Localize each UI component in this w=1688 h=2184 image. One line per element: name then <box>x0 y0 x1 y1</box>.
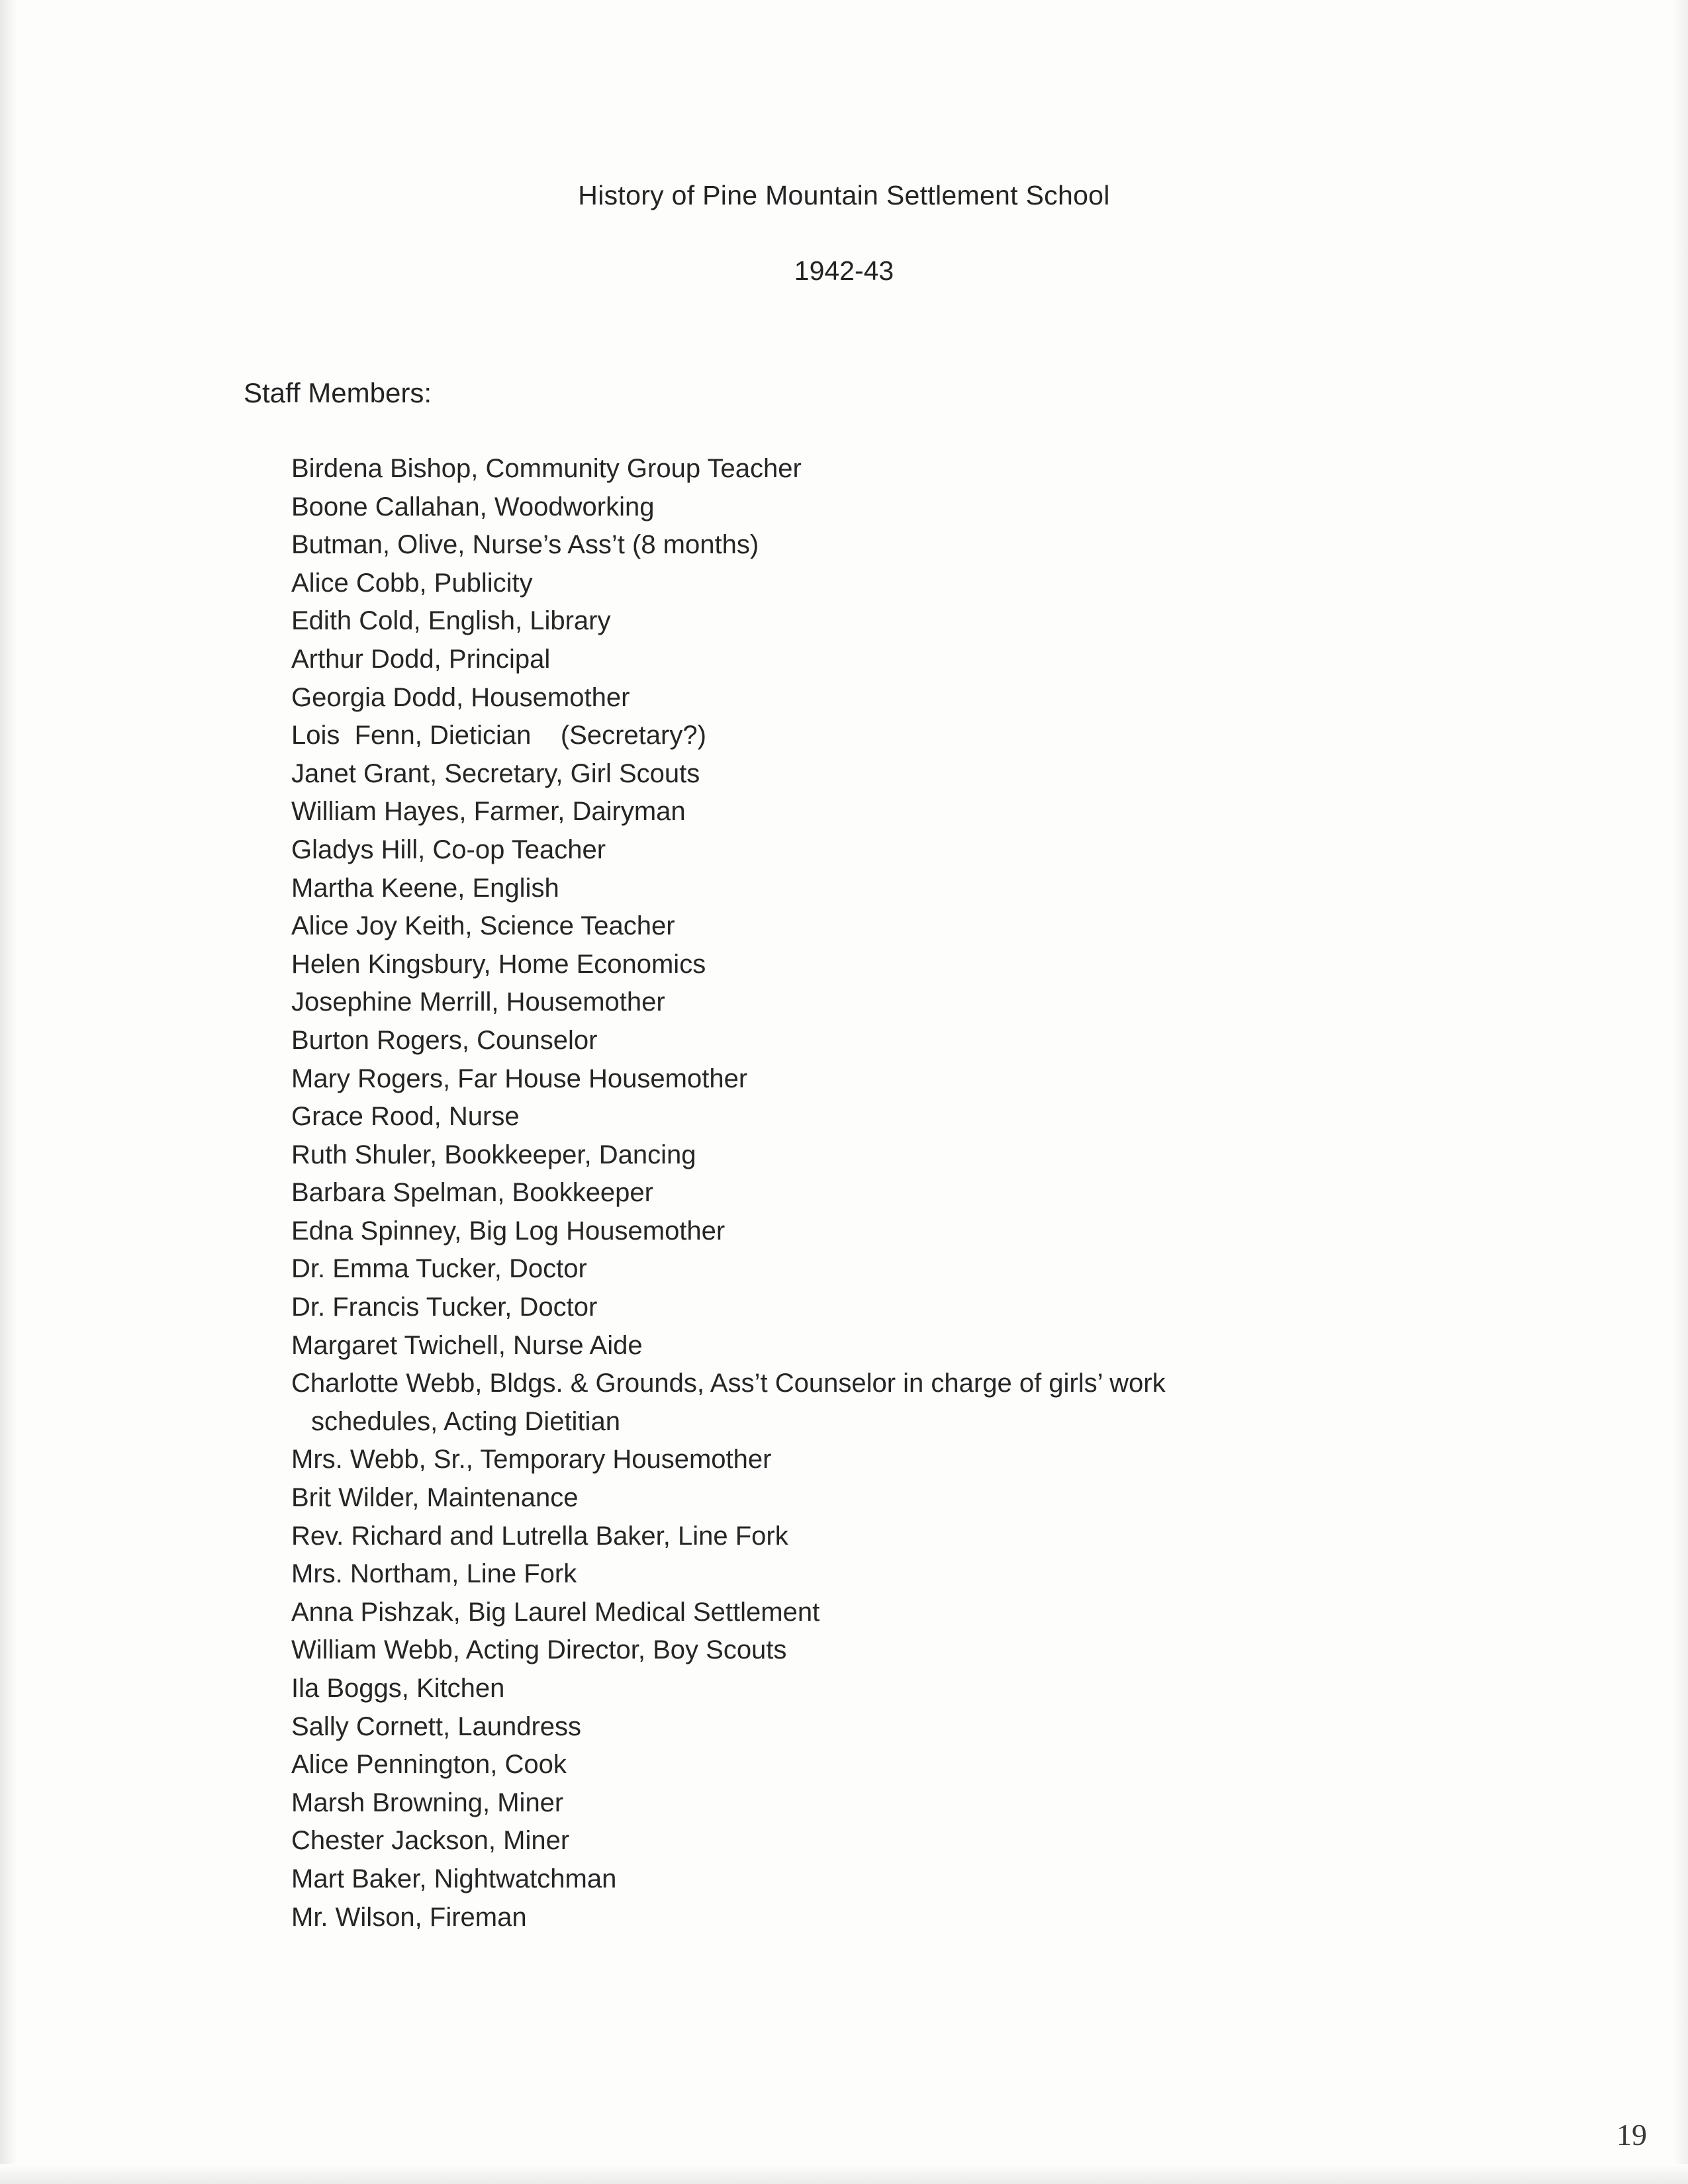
staff-list-item: Birdena Bishop, Community Group Teacher <box>291 454 802 483</box>
staff-list-item: Alice Pennington, Cook <box>291 1750 567 1780</box>
staff-list-item: Edna Spinney, Big Log Housemother <box>291 1216 726 1246</box>
scan-edge-bottom <box>0 2164 1688 2184</box>
staff-list-item: schedules, Acting Dietitian <box>311 1406 620 1436</box>
staff-list-item: Dr. Francis Tucker, Doctor <box>291 1293 598 1322</box>
scan-edge-right <box>1673 0 1688 2184</box>
staff-list-item: Charlotte Webb, Bldgs. & Grounds, Ass’t Counselor in charge of girls’ work <box>291 1369 1166 1398</box>
staff-list-item: Mr. Wilson, Fireman <box>291 1902 527 1932</box>
staff-list-item: Georgia Dodd, Housemother <box>291 682 630 712</box>
staff-list-item: Margaret Twichell, Nurse Aide <box>291 1330 643 1360</box>
staff-list-item: Josephine Merrill, Housemother <box>291 987 665 1017</box>
staff-list-item: Ila Boggs, Kitchen <box>291 1674 505 1703</box>
staff-list-item: William Hayes, Farmer, Dairyman <box>291 797 686 827</box>
staff-list-item: Brit Wilder, Maintenance <box>291 1483 579 1513</box>
staff-list-item: Dr. Emma Tucker, Doctor <box>291 1254 587 1284</box>
staff-list-item: William Webb, Acting Director, Boy Scouts <box>291 1635 787 1665</box>
staff-list-item: Alice Cobb, Publicity <box>291 568 533 598</box>
staff-list-item: Ruth Shuler, Bookkeeper, Dancing <box>291 1140 696 1169</box>
staff-list-item: Janet Grant, Secretary, Girl Scouts <box>291 758 700 788</box>
staff-list-item: Sally Cornett, Laundress <box>291 1711 582 1741</box>
staff-list-item: Boone Callahan, Woodworking <box>291 492 655 522</box>
staff-list-item: Mrs. Northam, Line Fork <box>291 1559 577 1589</box>
staff-list-item: Mart Baker, Nightwatchman <box>291 1864 617 1893</box>
staff-list-item: Edith Cold, English, Library <box>291 606 611 636</box>
page-number: 19 <box>1617 2118 1647 2152</box>
staff-list-item: Marsh Browning, Miner <box>291 1788 564 1817</box>
page-subtitle: 1942-43 <box>794 255 894 286</box>
scan-edge-left <box>0 0 17 2184</box>
staff-member-list <box>291 450 1483 1936</box>
staff-list-item: Mrs. Webb, Sr., Temporary Housemother <box>291 1445 772 1475</box>
staff-list-item: Chester Jackson, Miner <box>291 1826 570 1856</box>
staff-list-item: Lois Fenn, Dietician (Secretary?) <box>291 721 706 751</box>
staff-list-item: Rev. Richard and Lutrella Baker, Line Fork <box>291 1521 788 1551</box>
page-title: History of Pine Mountain Settlement School <box>578 180 1110 210</box>
staff-list-item: Butman, Olive, Nurse’s Ass’t (8 months) <box>291 530 759 560</box>
staff-list-item: Arthur Dodd, Principal <box>291 644 551 674</box>
staff-list-item: Anna Pishzak, Big Laurel Medical Settlement <box>291 1597 820 1627</box>
staff-list-item: Grace Rood, Nurse <box>291 1102 520 1132</box>
staff-list-item: Burton Rogers, Counselor <box>291 1025 598 1055</box>
staff-list-item: Alice Joy Keith, Science Teacher <box>291 911 675 941</box>
staff-list-item: Mary Rogers, Far House Housemother <box>291 1064 748 1093</box>
staff-list-item: Barbara Spelman, Bookkeeper <box>291 1178 653 1208</box>
staff-list-item: Gladys Hill, Co-op Teacher <box>291 835 606 864</box>
staff-list-item: Helen Kingsbury, Home Economics <box>291 949 706 979</box>
section-heading: Staff Members: <box>244 377 432 408</box>
staff-list-item: Martha Keene, English <box>291 873 559 903</box>
